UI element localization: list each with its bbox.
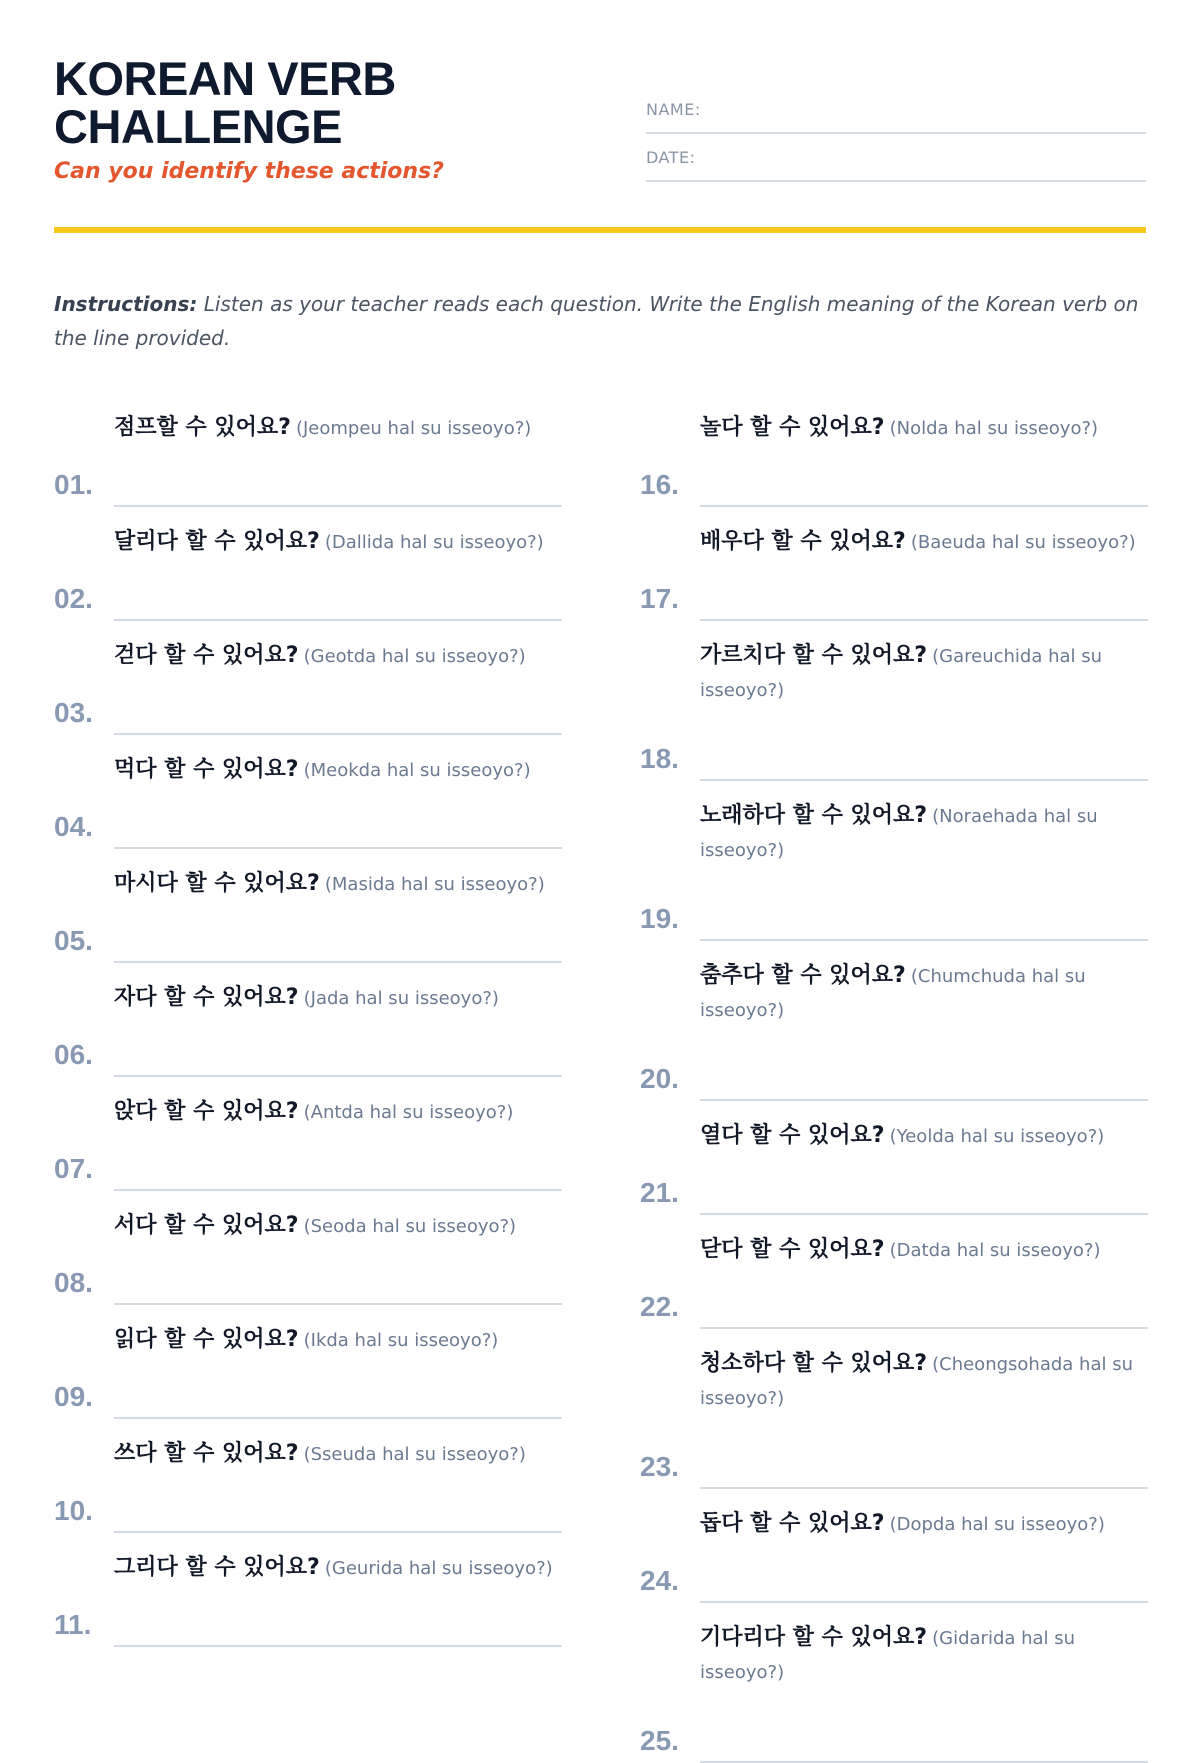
- title-block: [54, 52, 614, 184]
- korean-verb-question: 마시다 할 수 있어요?: [114, 871, 320, 896]
- answer-space[interactable]: [114, 1487, 562, 1531]
- answer-space[interactable]: [700, 1557, 1148, 1601]
- question-prompt: [700, 621, 1148, 735]
- romanization: (Cheongsohada hal su isseoyo?): [700, 1354, 1133, 1409]
- answer-space[interactable]: [114, 1601, 562, 1645]
- question-item: [640, 1101, 1148, 1215]
- question-column-left: [54, 393, 562, 1763]
- romanization: (Seoda hal su isseoyo?): [303, 1216, 517, 1237]
- romanization: (Gareuchida hal su isseoyo?): [700, 646, 1103, 701]
- question-item: [54, 621, 562, 735]
- answer-space[interactable]: [114, 1373, 562, 1417]
- header-divider: [54, 227, 1146, 233]
- answer-line[interactable]: [700, 781, 1148, 941]
- question-number: 03.: [54, 697, 93, 728]
- romanization: (Jeompeu hal su isseoyo?): [295, 418, 532, 439]
- answer-space[interactable]: [700, 1443, 1148, 1487]
- question-item: [640, 941, 1148, 1101]
- answer-line[interactable]: [700, 621, 1148, 781]
- title-line-1: KOREAN VERB: [54, 52, 396, 105]
- question-prompt: [700, 1101, 1148, 1169]
- question-item: [54, 507, 562, 621]
- romanization: (Masida hal su isseoyo?): [324, 874, 545, 895]
- question-number: 23.: [640, 1451, 679, 1482]
- question-columns: [54, 393, 1148, 1763]
- name-field[interactable]: [646, 86, 1146, 134]
- korean-verb-question: 걷다 할 수 있어요?: [114, 643, 299, 668]
- romanization: (Nolda hal su isseoyo?): [889, 418, 1099, 439]
- question-item: [640, 393, 1148, 507]
- answer-space[interactable]: [700, 1055, 1148, 1099]
- question-number: 18.: [640, 743, 679, 774]
- question-prompt: [114, 1533, 562, 1601]
- question-number: 08.: [54, 1267, 93, 1298]
- date-label: DATE:: [646, 147, 696, 167]
- question-number: 07.: [54, 1153, 93, 1184]
- korean-verb-question: 달리다 할 수 있어요?: [114, 529, 320, 554]
- student-info-fields: [646, 86, 1146, 182]
- romanization: (Chumchuda hal su isseoyo?): [700, 966, 1086, 1021]
- answer-line[interactable]: [700, 507, 1148, 621]
- answer-space[interactable]: [700, 1169, 1148, 1213]
- korean-verb-question: 쓰다 할 수 있어요?: [114, 1441, 299, 1466]
- question-item: [54, 735, 562, 849]
- question-prompt: [700, 1603, 1148, 1717]
- question-number: 22.: [640, 1291, 679, 1322]
- question-prompt: [114, 621, 562, 689]
- answer-space[interactable]: [114, 1031, 562, 1075]
- romanization: (Antda hal su isseoyo?): [303, 1102, 514, 1123]
- question-prompt: [700, 781, 1148, 895]
- answer-line[interactable]: [114, 1191, 562, 1305]
- question-number: 25.: [640, 1725, 679, 1756]
- worksheet-title: [54, 52, 614, 153]
- question-number: 01.: [54, 469, 93, 500]
- question-item: [54, 963, 562, 1077]
- question-number: 17.: [640, 583, 679, 614]
- romanization: (Yeolda hal su isseoyo?): [889, 1126, 1105, 1147]
- question-item: [640, 507, 1148, 621]
- romanization: (Dallida hal su isseoyo?): [324, 532, 544, 553]
- question-prompt: [700, 1489, 1148, 1557]
- question-item: [54, 1077, 562, 1191]
- answer-space[interactable]: [700, 895, 1148, 939]
- answer-line[interactable]: [114, 393, 562, 507]
- romanization: (Noraehada hal su isseoyo?): [700, 806, 1098, 861]
- romanization: (Ikda hal su isseoyo?): [303, 1330, 499, 1351]
- answer-space[interactable]: [114, 803, 562, 847]
- answer-line[interactable]: [700, 1489, 1148, 1603]
- answer-space[interactable]: [700, 735, 1148, 779]
- korean-verb-question: 먹다 할 수 있어요?: [114, 757, 299, 782]
- answer-space[interactable]: [700, 461, 1148, 505]
- question-number: 06.: [54, 1039, 93, 1070]
- korean-verb-question: 자다 할 수 있어요?: [114, 985, 299, 1010]
- question-item: [54, 1191, 562, 1305]
- answer-line[interactable]: [114, 849, 562, 963]
- romanization: (Meokda hal su isseoyo?): [303, 760, 531, 781]
- korean-verb-question: 서다 할 수 있어요?: [114, 1213, 299, 1238]
- answer-line[interactable]: [114, 1533, 562, 1647]
- question-item: [640, 1489, 1148, 1603]
- question-number: 11.: [54, 1609, 92, 1640]
- korean-verb-question: 그리다 할 수 있어요?: [114, 1555, 320, 1580]
- question-item: [640, 621, 1148, 781]
- answer-space[interactable]: [114, 689, 562, 733]
- question-item: [54, 849, 562, 963]
- instructions-lead: Instructions:: [54, 292, 198, 316]
- question-prompt: [114, 963, 562, 1031]
- korean-verb-question: 가르치다 할 수 있어요?: [700, 643, 928, 668]
- answer-line[interactable]: [114, 507, 562, 621]
- korean-verb-question: 노래하다 할 수 있어요?: [700, 803, 928, 828]
- question-prompt: [700, 1215, 1148, 1283]
- answer-space[interactable]: [114, 575, 562, 619]
- worksheet-header: [54, 52, 1146, 227]
- romanization: (Gidarida hal su isseoyo?): [700, 1628, 1076, 1683]
- name-label: NAME:: [646, 99, 701, 119]
- question-item: [640, 1603, 1148, 1763]
- question-prompt: [114, 735, 562, 803]
- romanization: (Jada hal su isseoyo?): [303, 988, 499, 1009]
- answer-space[interactable]: [114, 1145, 562, 1189]
- question-prompt: [700, 1329, 1148, 1443]
- romanization: (Geurida hal su isseoyo?): [324, 1558, 553, 1579]
- korean-verb-question: 점프할 수 있어요?: [114, 415, 291, 440]
- instructions: [54, 287, 1146, 355]
- answer-space[interactable]: [700, 575, 1148, 619]
- question-prompt: [114, 1077, 562, 1145]
- answer-line[interactable]: [700, 1329, 1148, 1489]
- question-column-right: [640, 393, 1148, 1763]
- answer-space[interactable]: [700, 1283, 1148, 1327]
- romanization: (Baeuda hal su isseoyo?): [910, 532, 1136, 553]
- question-prompt: [700, 507, 1148, 575]
- korean-verb-question: 돕다 할 수 있어요?: [700, 1511, 885, 1536]
- answer-line[interactable]: [114, 1077, 562, 1191]
- question-item: [54, 1533, 562, 1647]
- question-number: 19.: [640, 903, 679, 934]
- korean-verb-question: 앉다 할 수 있어요?: [114, 1099, 299, 1124]
- question-item: [640, 1329, 1148, 1489]
- question-prompt: [114, 1305, 562, 1373]
- answer-line[interactable]: [114, 621, 562, 735]
- question-number: 05.: [54, 925, 93, 956]
- answer-space[interactable]: [700, 1717, 1148, 1761]
- answer-line[interactable]: [114, 735, 562, 849]
- korean-verb-question: 춤추다 할 수 있어요?: [700, 963, 906, 988]
- question-number: 10.: [54, 1495, 93, 1526]
- korean-verb-question: 배우다 할 수 있어요?: [700, 529, 906, 554]
- question-number: 09.: [54, 1381, 93, 1412]
- question-number: 02.: [54, 583, 93, 614]
- question-item: [54, 1305, 562, 1419]
- korean-verb-question: 열다 할 수 있어요?: [700, 1123, 885, 1148]
- answer-line[interactable]: [700, 941, 1148, 1101]
- question-prompt: [114, 507, 562, 575]
- worksheet-subtitle: Can you identify these actions?: [54, 159, 444, 184]
- question-number: 21.: [640, 1177, 679, 1208]
- korean-verb-question: 놀다 할 수 있어요?: [700, 415, 885, 440]
- question-prompt: [700, 941, 1148, 1055]
- question-number: 04.: [54, 811, 93, 842]
- answer-line[interactable]: [114, 963, 562, 1077]
- question-prompt: [114, 1419, 562, 1487]
- answer-line[interactable]: [700, 1101, 1148, 1215]
- question-prompt: [700, 393, 1148, 461]
- answer-line[interactable]: [114, 1305, 562, 1419]
- answer-line[interactable]: [700, 393, 1148, 507]
- answer-space[interactable]: [114, 917, 562, 961]
- korean-verb-question: 닫다 할 수 있어요?: [700, 1237, 885, 1262]
- question-number: 20.: [640, 1063, 679, 1094]
- question-prompt: [114, 1191, 562, 1259]
- korean-verb-question: 기다리다 할 수 있어요?: [700, 1625, 928, 1650]
- answer-line[interactable]: [700, 1603, 1148, 1763]
- answer-line[interactable]: [114, 1419, 562, 1533]
- date-field[interactable]: [646, 134, 1146, 182]
- question-item: [54, 1419, 562, 1533]
- korean-verb-question: 읽다 할 수 있어요?: [114, 1327, 299, 1352]
- romanization: (Datda hal su isseoyo?): [889, 1240, 1101, 1261]
- question-item: [640, 781, 1148, 941]
- question-item: [54, 393, 562, 507]
- instructions-text: Listen as your teacher reads each question. Write the English meaning of the Korean verb on the line provided.: [54, 292, 1139, 350]
- romanization: (Dopda hal su isseoyo?): [889, 1514, 1105, 1535]
- answer-line[interactable]: [700, 1215, 1148, 1329]
- title-line-2: CHALLENGE: [54, 100, 342, 153]
- korean-verb-question: 청소하다 할 수 있어요?: [700, 1351, 928, 1376]
- question-item: [640, 1215, 1148, 1329]
- answer-space[interactable]: [114, 1259, 562, 1303]
- question-number: 16.: [640, 469, 679, 500]
- question-prompt: [114, 849, 562, 917]
- romanization: (Sseuda hal su isseoyo?): [303, 1444, 526, 1465]
- question-prompt: [114, 393, 562, 461]
- answer-space[interactable]: [114, 461, 562, 505]
- question-number: 24.: [640, 1565, 679, 1596]
- romanization: (Geotda hal su isseoyo?): [303, 646, 526, 667]
